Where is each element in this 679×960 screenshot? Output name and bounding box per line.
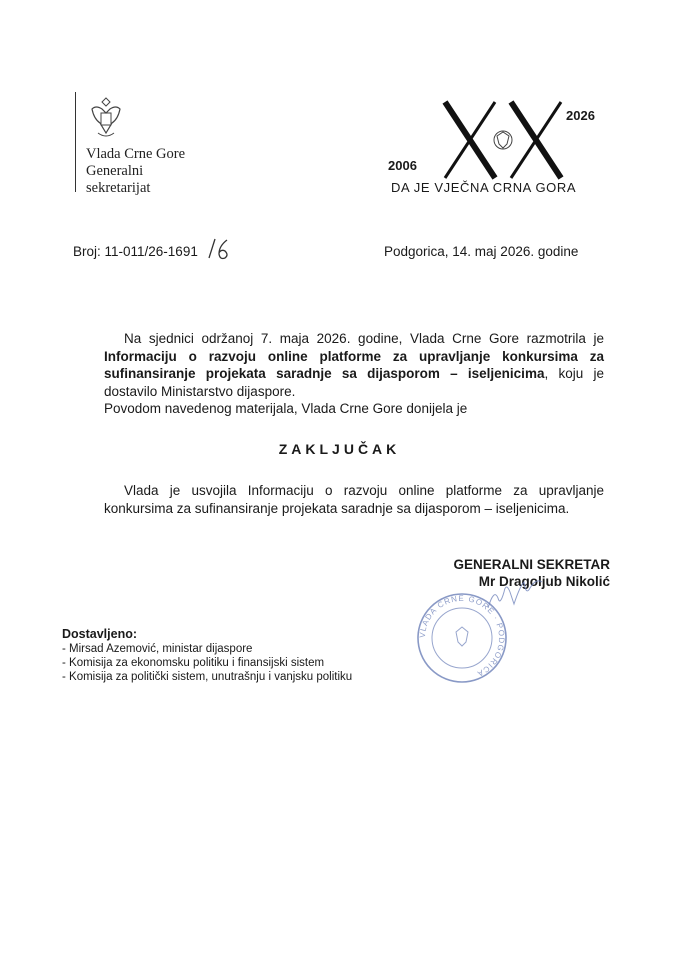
document-subject: Informaciju o razvoju online platforme za upravljanje konkursima za sufinansiranje projekata saradnje sa dijasporom – iseljenicima [104, 348, 604, 381]
document-date: Podgorica, 14. maj 2026. godine [384, 244, 579, 259]
issuer-line-1: Vlada Crne Gore [86, 146, 186, 162]
decision-text: Vlada je usvojila Informaciju o razvoju online platforme za upravljanje konkursima za sufinansiranje projekata saradnje sa dijasporom – iseljenicima. [104, 483, 604, 516]
distribution-title: Dostavljeno: [62, 627, 138, 641]
xx-anniversary-emblem-icon [433, 100, 573, 180]
distribution-list [62, 627, 352, 684]
handwritten-signature [480, 578, 560, 618]
document-body [104, 330, 604, 418]
reference-number: Broj: 11-011/26-1691 [73, 244, 198, 259]
anniversary-year-end: 2026 [566, 108, 595, 123]
anniversary-logo [388, 100, 608, 200]
issuer-line-2: Generalni [86, 163, 144, 179]
distribution-item: - Komisija za politički sistem, unutrašnju i vanjsku politiku [62, 670, 352, 684]
conclusion-heading: ZAKLJUČAK [278, 441, 401, 457]
coat-of-arms-icon [86, 95, 126, 141]
stamp-text: VLADA CRNE GORE · PODGORICA [417, 593, 507, 679]
body-paragraph-1 [104, 330, 604, 400]
body-text-outro: , koju je dostavilo Ministarstvo dijaspore. [104, 366, 604, 399]
issuer-line-3: sekretarijat [86, 180, 151, 196]
distribution-item: - Komisija za ekonomsku politiku i finansijski sistem [62, 656, 352, 670]
signatory-title: GENERALNI SEKRETAR [453, 557, 610, 572]
header-divider [75, 92, 76, 192]
body-paragraph-2: Povodom navedenog materijala, Vlada Crne Gore donijela je [104, 401, 468, 416]
issuer-name [86, 146, 185, 197]
anniversary-motto: DA JE VJEČNA CRNA GORA [391, 180, 577, 195]
handwritten-reference-mark [205, 236, 233, 262]
distribution-item: - Mirsad Azemović, ministar dijaspore [62, 642, 352, 656]
anniversary-year-start: 2006 [388, 158, 417, 173]
body-text-intro: Na sjednici održanoj 7. maja 2026. godine, Vlada Crne Gore razmotrila je [124, 331, 604, 346]
signatory-name: Mr Dragoljub Nikolić [478, 574, 610, 589]
